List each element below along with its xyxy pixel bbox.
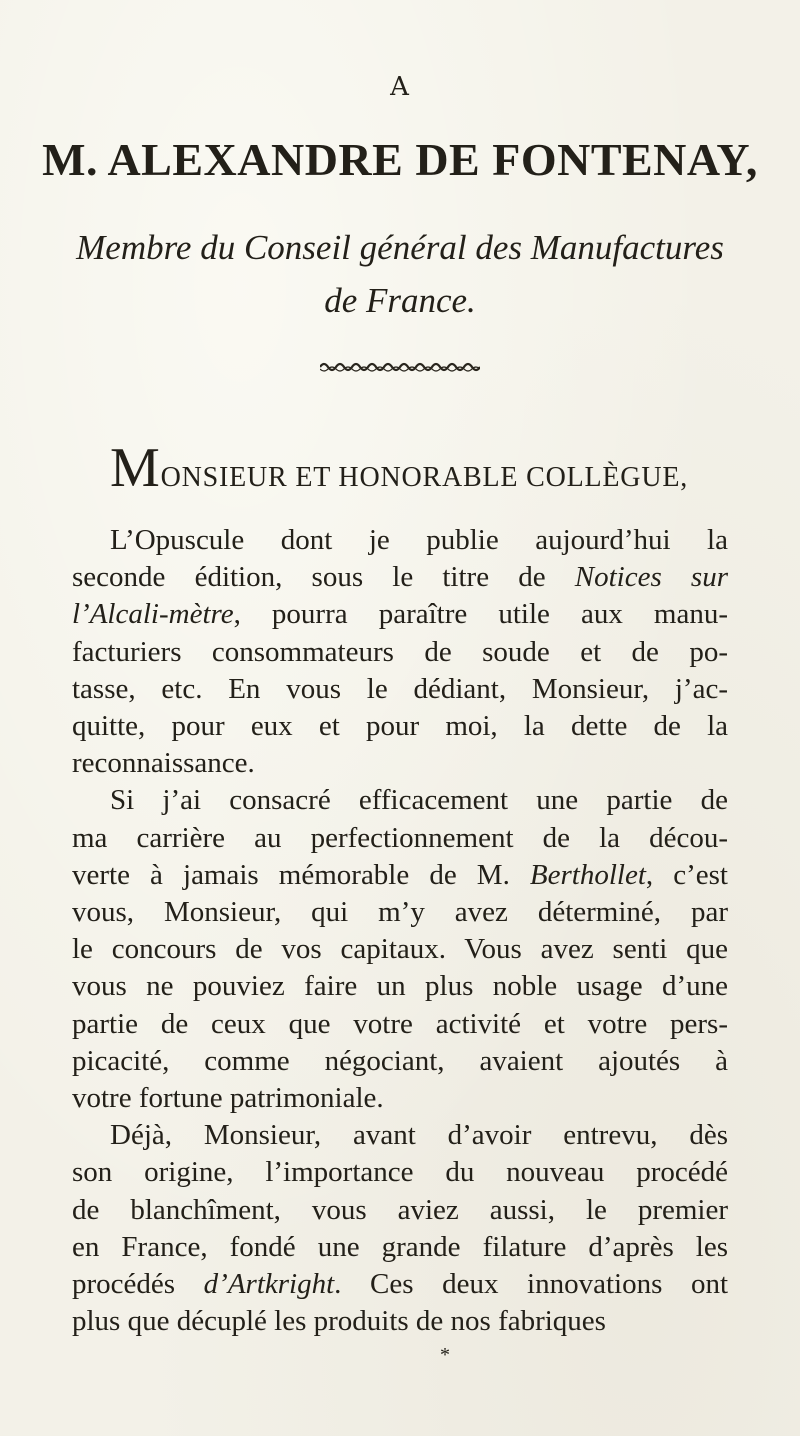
dedicatee-role-line-2: de France. (324, 281, 476, 320)
ornamental-rule (320, 360, 480, 374)
italic-berthollet: Berthollet (529, 858, 646, 891)
italic-notices-title: Notices sur (574, 561, 729, 594)
body-line: son origine, l’importance du nouveau procédé (72, 1156, 728, 1189)
body-line: Si j’ai consacré efficacement une partie de (110, 784, 728, 817)
signature-mark: * (440, 1344, 450, 1367)
body-line-text: , pourra paraître utile aux manu- (233, 598, 728, 631)
body-line: quitte, pour eux et pour moi, la dette de la (72, 710, 728, 742)
dedicatee-name: M. ALEXANDRE DE FONTENAY, (42, 134, 758, 185)
body-line: plus que décuplé les produits de nos fabriques (72, 1305, 606, 1338)
salutation-initial: M (110, 437, 161, 499)
dedication-to: A (390, 72, 410, 102)
body-line: picacité, comme négociant, avaient ajoutés à (72, 1044, 728, 1077)
body-line: partie de ceux que votre activité et votre pers- (72, 1007, 728, 1040)
salutation-rest: ONSIEUR ET HONORABLE COLLÈGUE, (160, 462, 689, 493)
body-line-text: seconde édition, sous le titre de (72, 561, 575, 594)
body-line (72, 1266, 728, 1303)
body-line: votre fortune patrimoniale. (72, 1082, 384, 1114)
body-line-text: procédés (72, 1268, 204, 1300)
body-line: facturiers consommateurs de soude et de po- (72, 635, 728, 668)
body-line: en France, fondé une grande filature d’après les (72, 1230, 728, 1263)
salutation (110, 437, 689, 499)
body-line-text: , c’est (645, 858, 728, 891)
body-line-text: verte à jamais mémorable de M. (72, 858, 530, 891)
body-line: Déjà, Monsieur, avant d’avoir entrevu, dès (110, 1119, 728, 1152)
body-line: vous, Monsieur, qui m’y avez déterminé, par (72, 896, 728, 928)
body-line (72, 559, 728, 596)
body-line: de blanchîment, vous aviez aussi, le premier (72, 1193, 728, 1226)
body-line: ma carrière au perfectionnement de la décou- (72, 821, 728, 854)
body-line (72, 857, 728, 894)
body-line: le concours de vos capitaux. Vous avez senti que (72, 933, 728, 966)
body-line-text: . Ces deux innovations ont (334, 1268, 729, 1300)
italic-alcali-title: l’Alcali-mètre (72, 598, 234, 631)
body-line (72, 596, 728, 633)
dedicatee-role-line-1: Membre du Conseil général des Manufactures (76, 228, 724, 267)
body-line: L’Opuscule dont je publie aujourd’hui la (110, 524, 728, 556)
body-line: tasse, etc. En vous le dédiant, Monsieur, j’ac- (72, 672, 728, 705)
body-line: reconnaissance. (72, 747, 255, 780)
italic-artkright: d’Artkright (203, 1268, 335, 1300)
body-line: vous ne pouviez faire un plus noble usage d’une (72, 970, 728, 1003)
